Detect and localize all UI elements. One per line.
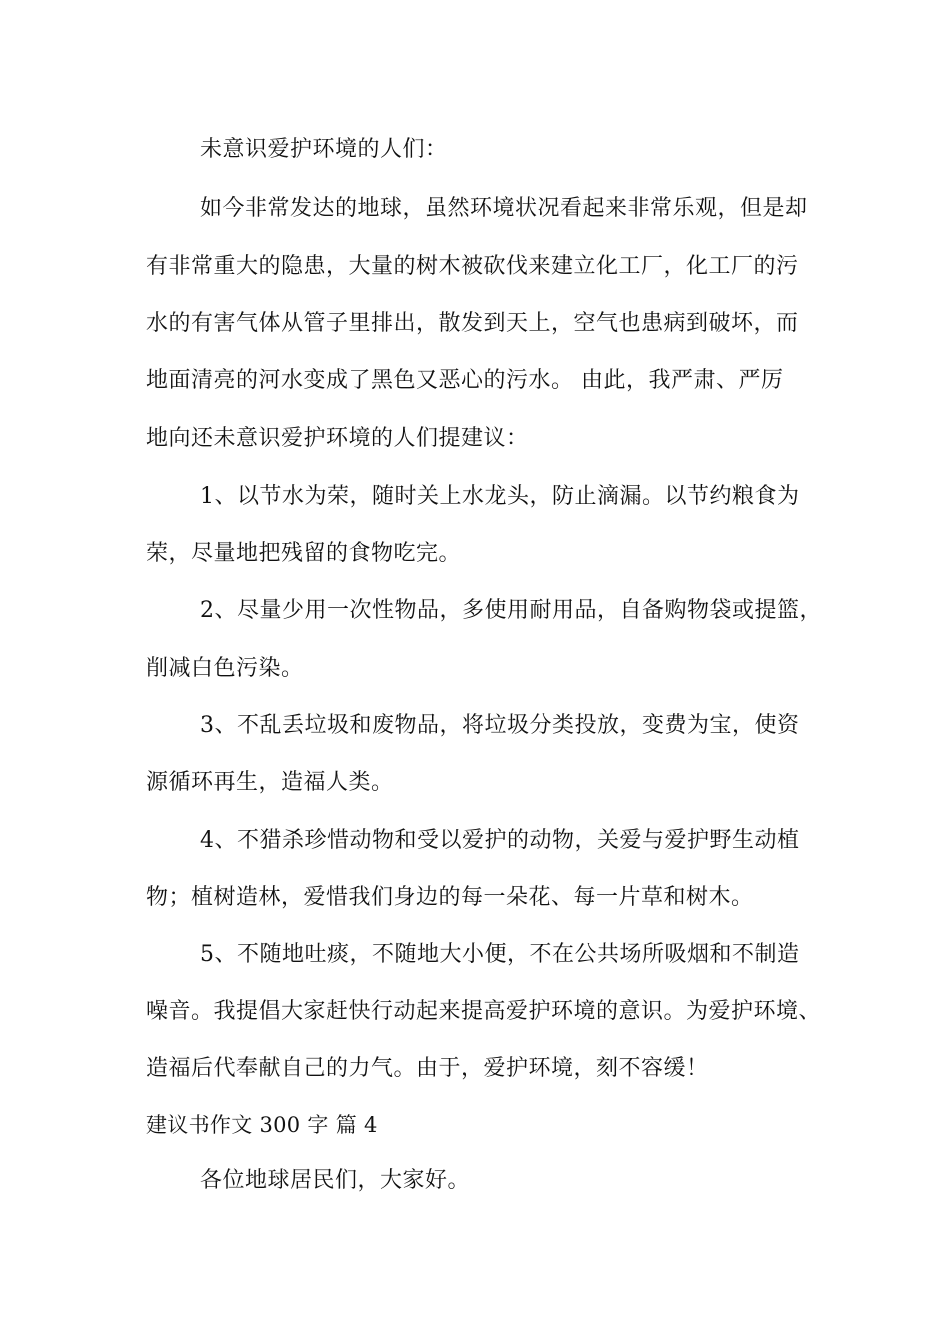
list-item-line: 1、以节水为荣，随时关上水龙头，防止滴漏。以节约粮食为 xyxy=(200,484,800,509)
salutation-line: 未意识爱护环境的人们： xyxy=(200,137,448,162)
paragraph-line: 地向还未意识爱护环境的人们提建议： xyxy=(146,426,529,451)
list-item-line: 荣，尽量地把残留的食物吃完。 xyxy=(146,541,462,566)
section-heading: 建议书作文 300 字 篇 4 xyxy=(146,1113,378,1137)
paragraph-line: 有非常重大的隐患，大量的树木被砍伐来建立化工厂，化工厂的污 xyxy=(146,254,799,279)
paragraph-line: 造福后代奉献自己的力气。由于，爱护环境，刻不容缓！ xyxy=(146,1056,709,1081)
list-item-line: 源循环再生，造福人类。 xyxy=(146,770,394,795)
paragraph-line: 地面清亮的河水变成了黑色又恶心的污水。 由此，我严肃、严厉 xyxy=(146,368,784,393)
list-item-line: 5、不随地吐痰，不随地大小便，不在公共场所吸烟和不制造 xyxy=(200,942,800,967)
greeting-line: 各位地球居民们，大家好。 xyxy=(200,1168,471,1193)
list-item-line: 削减白色污染。 xyxy=(146,656,304,681)
paragraph-line: 如今非常发达的地球，虽然环境状况看起来非常乐观，但是却 xyxy=(200,196,808,221)
list-item-line: 2、尽量少用一次性物品，多使用耐用品，自备购物袋或提篮， xyxy=(200,598,822,623)
paragraph-line: 水的有害气体从管子里排出，散发到天上，空气也患病到破坏，而 xyxy=(146,311,799,336)
list-item-line: 物；植树造林，爱惜我们身边的每一朵花、每一片草和树木。 xyxy=(146,885,754,910)
paragraph-line: 噪音。我提倡大家赶快行动起来提高爱护环境的意识。为爱护环境、 xyxy=(146,999,822,1024)
list-item-line: 3、不乱丢垃圾和废物品，将垃圾分类投放，变费为宝，使资 xyxy=(200,713,800,738)
list-item-line: 4、不猎杀珍惜动物和受以爱护的动物，关爱与爱护野生动植 xyxy=(200,828,800,853)
